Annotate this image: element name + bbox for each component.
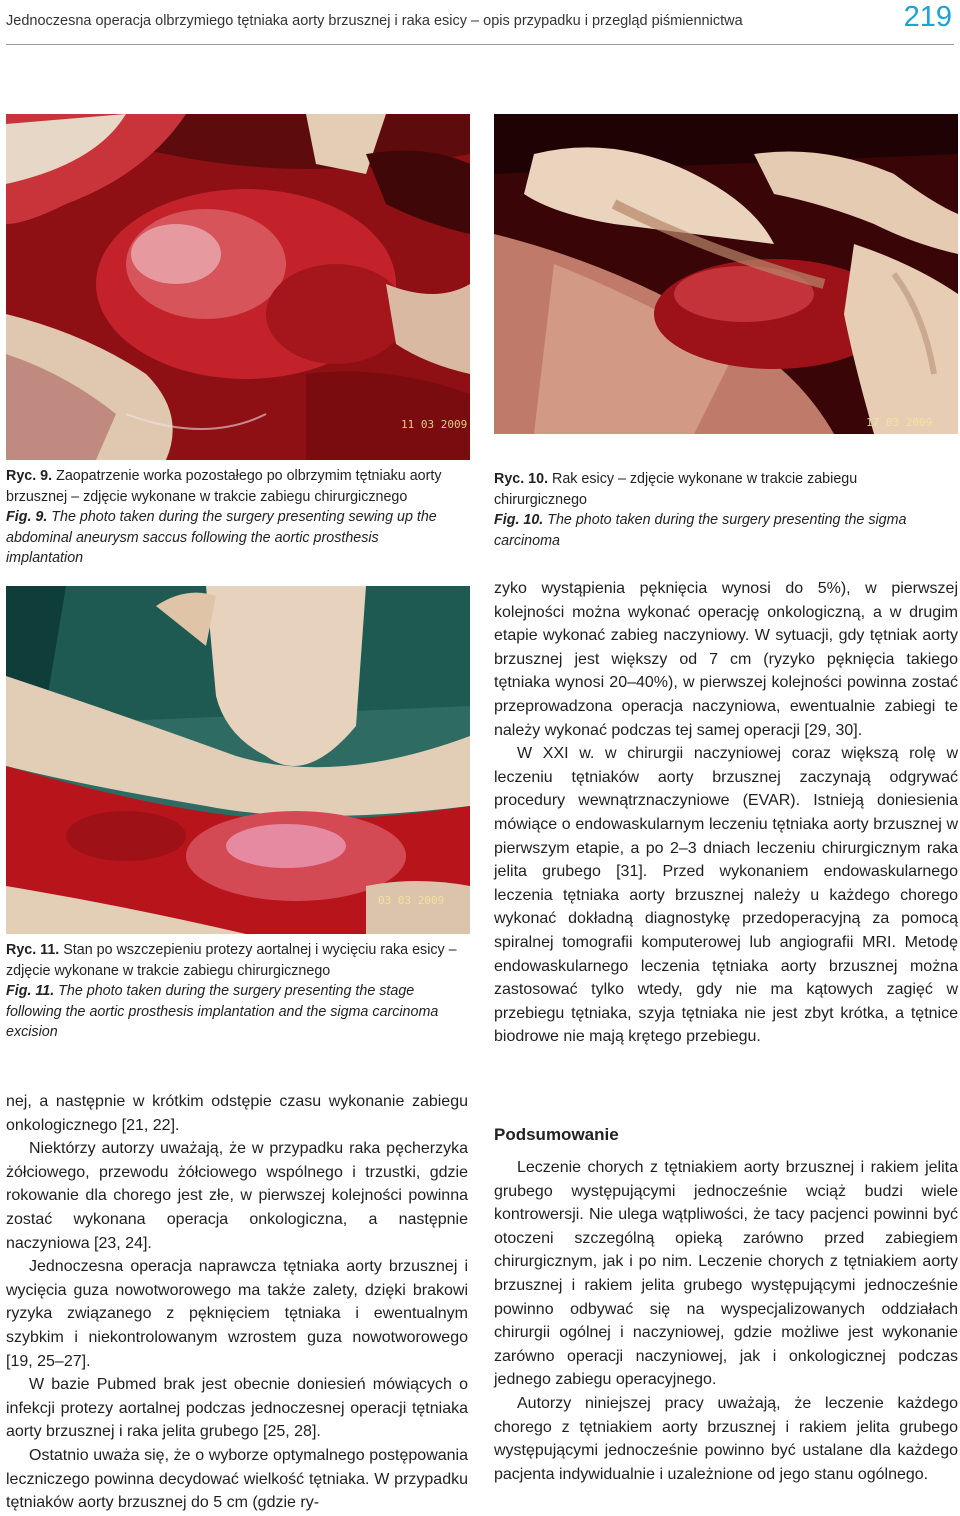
svg-text:17 03 2009: 17 03 2009 xyxy=(866,416,933,429)
caption-text: Stan po wszczepieniu protezy aortalnej i wycięciu raka esicy – zdjęcie wykonane w trakcie zabiegu chirurgicznego xyxy=(6,942,457,979)
section-text xyxy=(494,1156,958,1486)
paragraph: zyko wystąpienia pęknięcia wynosi do 5%), w pierwszej kolejności można wykonać operację onkologiczną, a w drugim etapie wykonać zabieg naczyniowy. W sytuacji, gdy tętniak aorty brzusznej jest większy od 7 cm (ryzyko pęknięcia takiego tętniaka wynosi 20–40%), w pierwszej kolejności powinna zostać przeprowadzona operacja naczyniowa, ewentualnie zabiegi te należy wykonać podczas tej samej operacji [29, 30]. xyxy=(494,580,958,739)
caption-text: Zaopatrzenie worka pozostałego po olbrzymim tętniaku aorty brzusznej – zdjęcie wykonane w trakcie zabiegu chirurgicznego xyxy=(6,468,442,505)
figure-11-photo xyxy=(6,586,470,934)
page-header xyxy=(6,0,954,45)
figure-label: Fig. 10. xyxy=(494,512,544,528)
figure-11-caption xyxy=(6,940,458,1043)
paragraph: Niektórzy autorzy uważają, że w przypadku raka pęcherzyka żółciowego, przewodu żółciowego wspólnego i trzustki, gdzie rokowanie dla chorego jest złe, w pierwszej kolejności powinna zostać wykonana operacja onkologiczna, a następnie naczyniowa [23, 24]. xyxy=(6,1140,468,1252)
paragraph: nej, a następnie w krótkim odstępie czasu wykonanie zabiegu onkologicznego [21, 22]. xyxy=(6,1093,468,1134)
figure-label: Fig. 9. xyxy=(6,509,48,525)
running-title: Jednoczesna operacja olbrzymiego tętniaka aorty brzusznej i raka esicy – opis przypadku i przegląd piśmiennictwa xyxy=(6,13,743,29)
figure-label: Ryc. 11. xyxy=(6,942,60,958)
paragraph: Leczenie chorych z tętniakiem aorty brzusznej i rakiem jelita grubego występującymi jednocześnie wciąż budzi wiele kontrowersji. Nie ulega wątpliwości, że tacy pacjenci powinni być otoczeni szczególną opieką zarówno przed zabiegiem chirurgicznym, jak i po nim. Leczenie chorych z tętniakiem aorty brzusznej i rakiem jelita grubego występującymi jednocześnie powinno odbywać się na wyspecjalizowanych oddziałach chirurgii ogólnej i naczyniowej, gdzie możliwe jest wykonanie zarówno operacji naczyniowej, jak i onkologicznej podczas jednego zabiegu operacyjnego. xyxy=(494,1159,958,1389)
caption-text: The photo taken during the surgery presenting sewing up the abdominal aneurysm saccus following the aortic prosthesis implantation xyxy=(6,509,437,566)
svg-text:11 03 2009: 11 03 2009 xyxy=(401,418,468,431)
figure-9-photo xyxy=(6,114,470,460)
left-column-text xyxy=(6,1090,468,1515)
paragraph: Jednoczesna operacja naprawcza tętniaka aorty brzusznej i wycięcia guza nowotworowego ma także zalety, dzięki brakowi ryzyka związanego z pęknięciem tętniaka i ewentualnym szybkim i niekontrolowanym wzrostem guza nowotworowego [19, 25–27]. xyxy=(6,1258,468,1370)
figure-10-caption-en xyxy=(494,510,954,551)
paragraph: W XXI w. w chirurgii naczyniowej coraz większą rolę w leczeniu tętniaków aorty brzusznej zaczynają odgrywać procedury wewnątrznaczyniowe (EVAR). Istnieją doniesienia mówiące o endowaskularnym leczeniu tętniaka aorty brzusznej w pierwszym etapie, a po 2–3 dniach leczeniu chirurgicznym raka jelita grubego [31]. Przed wykonaniem endowaskularnego leczenia tętniaka aorty brzusznej należy u każdego chorego wykonać dokładną diagnostykę przedoperacyjną za pomocą spiralnej tomografii komputerowej lub angiografii MRI. Metodę endowaskularnego leczenia tętniaka aorty brzusznej można zastosować tylko wtedy, gdy nie ma kątowych zagięć w przebiegu tętniaka, szyja tętniaka nie jest zbyt krótka, a tętnice biodrowe nie mają krętego przebiegu. xyxy=(494,745,958,1046)
page-number: 219 xyxy=(903,1,952,33)
figure-9-caption-pl xyxy=(6,468,442,505)
right-column-text xyxy=(494,577,958,1049)
figure-10-photo xyxy=(494,114,958,434)
svg-text:03 03 2009: 03 03 2009 xyxy=(378,894,445,907)
figure-9-caption xyxy=(6,466,458,569)
figure-10-caption-pl xyxy=(494,471,857,508)
figure-label: Ryc. 10. xyxy=(494,471,549,487)
paragraph: Autorzy niniejszej pracy uważają, że leczenie każdego chorego z tętniakiem aorty brzusznej i rakiem jelita grubego występującymi jednocześnie powinno być ustalane dla każdego pacjenta indywidualnie i uzależnione od jego stanu ogólnego. xyxy=(494,1394,958,1483)
paragraph: Ostatnio uważa się, że o wyborze optymalnego postępowania leczniczego powinna decydować wielkość tętniaka. W przypadku tętniaków aorty brzusznej do 5 cm (gdzie ry- xyxy=(6,1446,468,1512)
figure-9-caption-en xyxy=(6,507,458,569)
figure-11-caption-pl xyxy=(6,942,457,979)
figure-10-caption xyxy=(494,469,954,551)
section-heading: Podsumowanie xyxy=(494,1125,619,1144)
caption-text: Rak esicy – zdjęcie wykonane w trakcie zabiegu chirurgicznego xyxy=(494,471,858,508)
caption-text: The photo taken during the surgery presenting the sigma carcinoma xyxy=(494,512,907,549)
paragraph: W bazie Pubmed brak jest obecnie doniesień mówiących o infekcji protezy aortalnej podczas jednoczesnej operacji tętniaka aorty brzusznej i raka jelita grubego [25, 28]. xyxy=(6,1376,468,1441)
figure-11-caption-en xyxy=(6,981,458,1043)
figure-label: Fig. 11. xyxy=(6,983,55,999)
figure-label: Ryc. 9. xyxy=(6,468,53,484)
caption-text: The photo taken during the surgery presenting the stage following the aortic prosthesis implantation and the sigma carcinoma excision xyxy=(6,983,439,1040)
